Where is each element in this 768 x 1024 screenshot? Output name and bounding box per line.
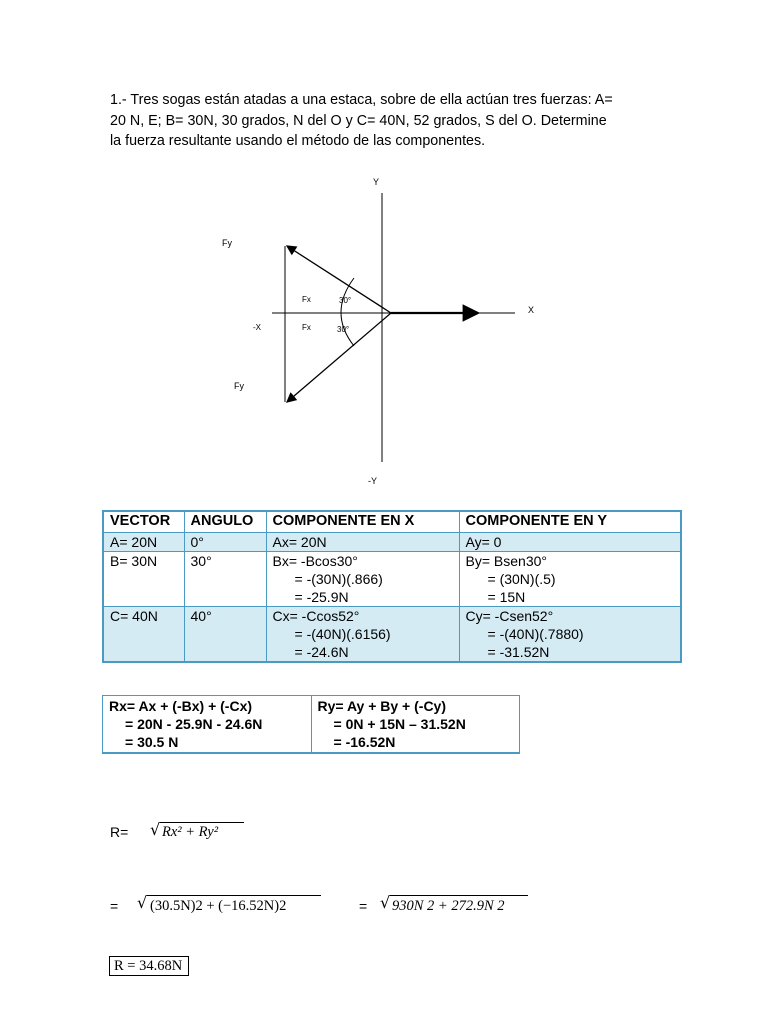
label-angle-top: 30° (339, 296, 352, 305)
sqrt-symbol-1: √ (150, 820, 161, 839)
comp-line: Ay= 0 (465, 534, 502, 550)
expression-2: 930N 2 + 272.9N 2 (392, 898, 505, 914)
header-angle: ANGULO (184, 511, 266, 533)
label-fy-bottom: Fy (234, 381, 244, 391)
components-table (102, 510, 682, 663)
final-result: R = 34.68N (109, 956, 189, 976)
label-neg-x: -X (253, 323, 261, 332)
problem-statement (110, 90, 670, 152)
cell-angle: 30° (184, 552, 266, 607)
label-fy-top: Fy (222, 238, 232, 248)
problem-line-3: la fuerza resultante usando el método de las componentes. (110, 133, 486, 149)
sqrt-bar-2 (147, 895, 321, 896)
comp-line: By= Bsen30° (465, 553, 547, 569)
resultant-table (102, 695, 520, 754)
cell-comp-y (459, 533, 681, 552)
label-y: Y (373, 177, 380, 187)
cell-ry (311, 696, 520, 754)
cell-comp-y (459, 552, 681, 607)
cell-comp-x (266, 533, 459, 552)
sqrt-bar-1 (160, 822, 244, 823)
label-fx-top: Fx (302, 295, 311, 304)
cell-vector: A= 20N (103, 533, 184, 552)
sqrt-bar-3 (390, 895, 528, 896)
cell-comp-x (266, 552, 459, 607)
sqrt-symbol-3: √ (380, 893, 391, 912)
cell-vector: B= 30N (103, 552, 184, 607)
cell-angle: 40° (184, 607, 266, 663)
comp-line: = 15N (487, 589, 526, 605)
header-comp-y: COMPONENTE EN Y (459, 511, 681, 533)
header-vector: VECTOR (103, 511, 184, 533)
comp-line: Bx= -Bcos30° (272, 553, 358, 569)
ry-line: Ry= Ay + By + (-Cy) (317, 698, 447, 714)
cell-angle: 0° (184, 533, 266, 552)
comp-line: = -(30N)(.866) (294, 571, 383, 587)
label-x: X (528, 305, 535, 315)
cell-vector: C= 40N (103, 607, 184, 663)
cell-comp-y (459, 607, 681, 663)
rx-line: = 30.5 N (125, 734, 179, 750)
cell-rx (103, 696, 312, 754)
expression-1: (30.5N)2 + (−16.52N)2 (150, 898, 287, 914)
label-neg-y: -Y (368, 476, 377, 486)
comp-line: Cx= -Ccos52° (272, 608, 360, 624)
comp-line: = -25.9N (294, 589, 349, 605)
table-header-row (103, 511, 681, 533)
equals-1: = (110, 898, 119, 914)
problem-line-2: 20 N, E; B= 30N, 30 grados, N del O y C= 40N, 52 grados, S del O. Determine (110, 112, 607, 129)
comp-line: Ax= 20N (272, 534, 327, 550)
comp-line: = -(40N)(.7880) (487, 626, 584, 642)
table-row (103, 552, 681, 607)
comp-line: = (30N)(.5) (487, 571, 556, 587)
r-expression: Rx² + Ry² (162, 824, 219, 840)
table-row (103, 533, 681, 552)
label-fx-bottom: Fx (302, 323, 311, 332)
table-row (103, 696, 520, 754)
r-label: R= (110, 824, 129, 840)
problem-line-1: 1.- Tres sogas están atadas a una estaca, sobre de ella actúan tres fuerzas: A= (110, 92, 613, 108)
cell-comp-x (266, 607, 459, 663)
label-angle-bottom: 30° (337, 325, 350, 334)
rx-line: Rx= Ax + (-Bx) + (-Cx) (109, 698, 253, 714)
ry-line: = -16.52N (333, 734, 396, 750)
rx-line: = 20N - 25.9N - 24.6N (125, 716, 263, 732)
comp-line: = -31.52N (487, 644, 550, 660)
force-diagram (0, 160, 768, 500)
comp-line: Cy= -Csen52° (465, 608, 554, 624)
equals-2: = (359, 898, 368, 914)
comp-line: = -24.6N (294, 644, 349, 660)
header-comp-x: COMPONENTE EN X (266, 511, 459, 533)
ry-line: = 0N + 15N – 31.52N (333, 716, 466, 732)
sqrt-symbol-2: √ (137, 893, 148, 912)
table-row (103, 607, 681, 663)
comp-line: = -(40N)(.6156) (294, 626, 391, 642)
